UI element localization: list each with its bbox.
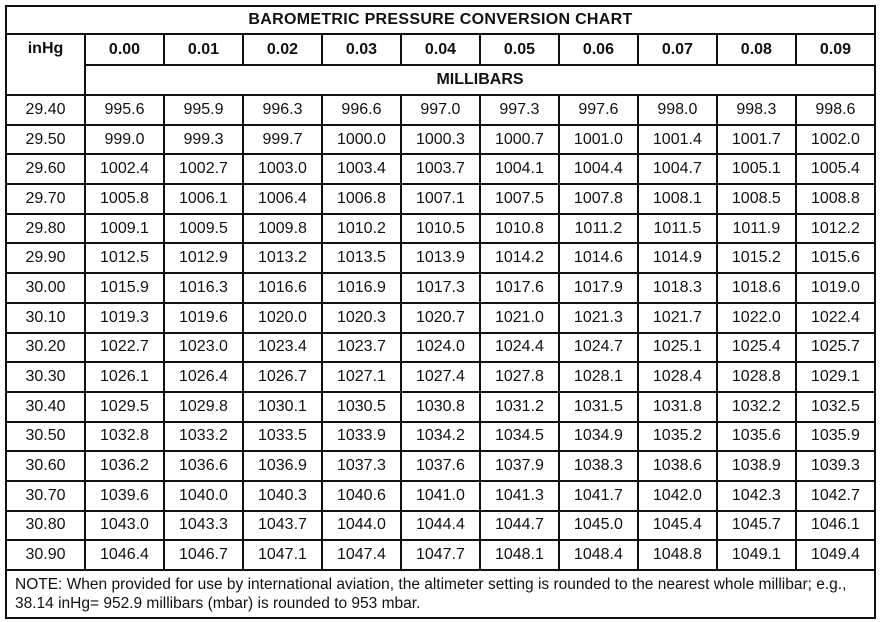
table-row [6, 154, 875, 184]
millibar-cell: 1020.0 [243, 303, 322, 333]
millibar-cell: 998.3 [717, 95, 796, 125]
millibar-cell: 1017.9 [559, 273, 638, 303]
millibar-cell: 1004.7 [638, 154, 717, 184]
millibar-cell: 1035.2 [638, 422, 717, 452]
millibar-cell: 1045.0 [559, 511, 638, 541]
millibar-cell: 1016.9 [322, 273, 401, 303]
conversion-table [5, 5, 876, 619]
millibar-cell: 1044.4 [401, 511, 480, 541]
millibar-cell: 1025.7 [796, 333, 875, 363]
table-row [6, 540, 875, 570]
millibar-cell: 1031.8 [638, 392, 717, 422]
table-row [6, 273, 875, 303]
millibar-cell: 1022.0 [717, 303, 796, 333]
millibar-cell: 1003.0 [243, 154, 322, 184]
millibar-cell: 1038.9 [717, 451, 796, 481]
table-row [6, 422, 875, 452]
millibar-cell: 1013.5 [322, 243, 401, 273]
inhg-cell: 30.80 [6, 511, 85, 541]
millibar-cell: 1012.2 [796, 214, 875, 244]
millibar-cell: 1008.1 [638, 184, 717, 214]
millibar-cell: 1009.8 [243, 214, 322, 244]
millibar-cell: 1032.5 [796, 392, 875, 422]
millibar-cell: 1016.6 [243, 273, 322, 303]
millibar-cell: 1022.4 [796, 303, 875, 333]
inhg-cell: 30.70 [6, 481, 85, 511]
millibar-cell: 1007.8 [559, 184, 638, 214]
inhg-cell: 30.50 [6, 422, 85, 452]
millibar-cell: 1049.4 [796, 540, 875, 570]
millibar-cell: 1040.6 [322, 481, 401, 511]
millibar-cell: 1036.2 [85, 451, 164, 481]
millibar-cell: 1039.3 [796, 451, 875, 481]
column-header: 0.03 [322, 34, 401, 65]
millibar-cell: 999.3 [164, 125, 243, 155]
millibar-cell: 1046.1 [796, 511, 875, 541]
table-row [6, 214, 875, 244]
millibar-cell: 1002.0 [796, 125, 875, 155]
millibar-cell: 1036.6 [164, 451, 243, 481]
millibar-cell: 1001.4 [638, 125, 717, 155]
millibar-cell: 1002.7 [164, 154, 243, 184]
millibar-cell: 1005.8 [85, 184, 164, 214]
inhg-cell: 30.90 [6, 540, 85, 570]
millibar-cell: 996.3 [243, 95, 322, 125]
inhg-cell: 30.60 [6, 451, 85, 481]
millibar-cell: 1034.9 [559, 422, 638, 452]
millibar-cell: 1028.1 [559, 362, 638, 392]
millibar-cell: 1015.6 [796, 243, 875, 273]
millibar-cell: 1014.9 [638, 243, 717, 273]
column-header: 0.09 [796, 34, 875, 65]
millibar-cell: 1010.2 [322, 214, 401, 244]
column-header: 0.04 [401, 34, 480, 65]
table-row [6, 303, 875, 333]
millibar-cell: 1013.2 [243, 243, 322, 273]
millibar-cell: 1024.4 [480, 333, 559, 363]
millibar-cell: 1032.2 [717, 392, 796, 422]
millibar-cell: 1020.7 [401, 303, 480, 333]
millibar-cell: 1006.4 [243, 184, 322, 214]
millibar-cell: 1044.0 [322, 511, 401, 541]
millibar-cell: 1044.7 [480, 511, 559, 541]
millibar-cell: 1030.1 [243, 392, 322, 422]
millibar-cell: 1010.8 [480, 214, 559, 244]
millibar-cell: 1048.1 [480, 540, 559, 570]
millibar-cell: 1043.0 [85, 511, 164, 541]
column-header-row [6, 34, 875, 65]
millibar-cell: 1032.8 [85, 422, 164, 452]
table-row [6, 243, 875, 273]
millibar-cell: 1038.6 [638, 451, 717, 481]
millibar-cell: 1011.9 [717, 214, 796, 244]
millibar-cell: 1021.0 [480, 303, 559, 333]
millibar-cell: 1024.7 [559, 333, 638, 363]
millibar-cell: 1033.5 [243, 422, 322, 452]
column-header: 0.07 [638, 34, 717, 65]
millibar-cell: 1014.2 [480, 243, 559, 273]
millibar-cell: 1047.4 [322, 540, 401, 570]
millibar-cell: 998.6 [796, 95, 875, 125]
millibar-cell: 1002.4 [85, 154, 164, 184]
millibar-cell: 1034.2 [401, 422, 480, 452]
millibar-cell: 1028.8 [717, 362, 796, 392]
inhg-cell: 30.00 [6, 273, 85, 303]
millibar-cell: 1043.3 [164, 511, 243, 541]
millibar-cell: 1012.5 [85, 243, 164, 273]
millibar-cell: 1027.8 [480, 362, 559, 392]
millibar-cell: 1037.9 [480, 451, 559, 481]
millibar-cell: 1026.4 [164, 362, 243, 392]
millibar-cell: 1035.9 [796, 422, 875, 452]
table-row [6, 481, 875, 511]
millibar-cell: 1019.6 [164, 303, 243, 333]
millibar-cell: 1025.1 [638, 333, 717, 363]
millibar-cell: 1001.0 [559, 125, 638, 155]
millibar-cell: 1049.1 [717, 540, 796, 570]
column-header: 0.01 [164, 34, 243, 65]
millibar-cell: 1010.5 [401, 214, 480, 244]
column-header: 0.06 [559, 34, 638, 65]
millibar-cell: 1004.4 [559, 154, 638, 184]
millibar-cell: 1006.8 [322, 184, 401, 214]
table-row [6, 392, 875, 422]
millibar-cell: 1023.4 [243, 333, 322, 363]
inhg-cell: 30.10 [6, 303, 85, 333]
millibar-cell: 1039.6 [85, 481, 164, 511]
millibar-cell: 1029.8 [164, 392, 243, 422]
millibar-cell: 1005.4 [796, 154, 875, 184]
millibar-cell: 1023.7 [322, 333, 401, 363]
millibar-cell: 1030.5 [322, 392, 401, 422]
millibar-cell: 1037.3 [322, 451, 401, 481]
millibar-cell: 1047.7 [401, 540, 480, 570]
column-header: 0.00 [85, 34, 164, 65]
table-title: BAROMETRIC PRESSURE CONVERSION CHART [6, 6, 875, 34]
inhg-cell: 29.90 [6, 243, 85, 273]
table-row [6, 184, 875, 214]
millibar-cell: 1019.0 [796, 273, 875, 303]
footnote: NOTE: When provided for use by international aviation, the altimeter setting is rounded to the nearest whole millibar; e.g., 38.14 inHg= 952.9 millibars (mbar) is rounded to 953 mbar. [6, 570, 875, 618]
inhg-cell: 29.60 [6, 154, 85, 184]
inhg-cell: 30.40 [6, 392, 85, 422]
millibar-cell: 1003.7 [401, 154, 480, 184]
millibar-cell: 997.6 [559, 95, 638, 125]
millibar-cell: 1025.4 [717, 333, 796, 363]
millibar-cell: 1018.3 [638, 273, 717, 303]
millibar-cell: 1038.3 [559, 451, 638, 481]
millibar-cell: 1026.1 [85, 362, 164, 392]
millibar-cell: 1040.3 [243, 481, 322, 511]
millibar-cell: 1029.5 [85, 392, 164, 422]
inhg-cell: 30.30 [6, 362, 85, 392]
millibar-cell: 997.0 [401, 95, 480, 125]
millibar-cell: 1007.1 [401, 184, 480, 214]
millibar-cell: 1019.3 [85, 303, 164, 333]
millibar-cell: 1016.3 [164, 273, 243, 303]
millibar-cell: 1042.7 [796, 481, 875, 511]
millibar-cell: 1048.4 [559, 540, 638, 570]
millibar-cell: 1045.7 [717, 511, 796, 541]
millibar-cell: 1024.0 [401, 333, 480, 363]
millibar-cell: 1045.4 [638, 511, 717, 541]
millibar-cell: 1020.3 [322, 303, 401, 333]
millibar-cell: 1042.0 [638, 481, 717, 511]
millibar-cell: 1008.5 [717, 184, 796, 214]
table-row [6, 125, 875, 155]
millibar-cell: 1011.5 [638, 214, 717, 244]
inhg-cell: 29.80 [6, 214, 85, 244]
millibar-cell: 1048.8 [638, 540, 717, 570]
millibar-cell: 999.7 [243, 125, 322, 155]
table-row [6, 362, 875, 392]
column-header: 0.08 [717, 34, 796, 65]
millibar-cell: 1014.6 [559, 243, 638, 273]
inhg-cell: 29.70 [6, 184, 85, 214]
table-row [6, 95, 875, 125]
millibar-cell: 1036.9 [243, 451, 322, 481]
millibar-cell: 1046.4 [85, 540, 164, 570]
column-header: 0.05 [480, 34, 559, 65]
millibar-cell: 1003.4 [322, 154, 401, 184]
table-row [6, 511, 875, 541]
millibar-cell: 1041.7 [559, 481, 638, 511]
inhg-cell: 29.40 [6, 95, 85, 125]
millibar-cell: 1026.7 [243, 362, 322, 392]
millibar-cell: 1043.7 [243, 511, 322, 541]
millibar-cell: 1047.1 [243, 540, 322, 570]
table-row [6, 333, 875, 363]
millibar-cell: 1037.6 [401, 451, 480, 481]
millibar-cell: 1027.4 [401, 362, 480, 392]
millibars-label: MILLIBARS [85, 65, 875, 95]
millibar-cell: 1031.5 [559, 392, 638, 422]
millibar-cell: 1040.0 [164, 481, 243, 511]
millibar-cell: 1017.3 [401, 273, 480, 303]
millibar-cell: 999.0 [85, 125, 164, 155]
millibar-cell: 996.6 [322, 95, 401, 125]
millibar-cell: 1005.1 [717, 154, 796, 184]
millibar-cell: 1041.0 [401, 481, 480, 511]
millibar-cell: 1009.5 [164, 214, 243, 244]
millibar-cell: 1001.7 [717, 125, 796, 155]
millibar-cell: 995.6 [85, 95, 164, 125]
millibar-cell: 1015.2 [717, 243, 796, 273]
millibar-cell: 1033.2 [164, 422, 243, 452]
millibar-cell: 1000.0 [322, 125, 401, 155]
millibar-cell: 1046.7 [164, 540, 243, 570]
millibar-cell: 1007.5 [480, 184, 559, 214]
millibar-cell: 1027.1 [322, 362, 401, 392]
millibar-cell: 1013.9 [401, 243, 480, 273]
column-header: 0.02 [243, 34, 322, 65]
table-row [6, 451, 875, 481]
millibar-cell: 1029.1 [796, 362, 875, 392]
millibar-cell: 1033.9 [322, 422, 401, 452]
millibar-cell: 995.9 [164, 95, 243, 125]
millibar-cell: 1006.1 [164, 184, 243, 214]
millibar-cell: 1021.7 [638, 303, 717, 333]
inhg-cell: 30.20 [6, 333, 85, 363]
millibar-cell: 1000.7 [480, 125, 559, 155]
millibar-cell: 1000.3 [401, 125, 480, 155]
millibar-cell: 1034.5 [480, 422, 559, 452]
inhg-cell: 29.50 [6, 125, 85, 155]
millibar-cell: 1022.7 [85, 333, 164, 363]
millibar-cell: 1028.4 [638, 362, 717, 392]
millibar-cell: 1008.8 [796, 184, 875, 214]
millibar-cell: 1021.3 [559, 303, 638, 333]
millibar-cell: 1041.3 [480, 481, 559, 511]
millibar-cell: 1023.0 [164, 333, 243, 363]
millibar-cell: 997.3 [480, 95, 559, 125]
millibar-cell: 1030.8 [401, 392, 480, 422]
millibar-cell: 1015.9 [85, 273, 164, 303]
millibar-cell: 1017.6 [480, 273, 559, 303]
millibar-cell: 1018.6 [717, 273, 796, 303]
millibar-cell: 1004.1 [480, 154, 559, 184]
millibar-cell: 1042.3 [717, 481, 796, 511]
millibar-cell: 1009.1 [85, 214, 164, 244]
millibar-cell: 1035.6 [717, 422, 796, 452]
millibar-cell: 1012.9 [164, 243, 243, 273]
millibar-cell: 1031.2 [480, 392, 559, 422]
inhg-header: inHg [6, 34, 85, 95]
millibar-cell: 1011.2 [559, 214, 638, 244]
millibar-cell: 998.0 [638, 95, 717, 125]
